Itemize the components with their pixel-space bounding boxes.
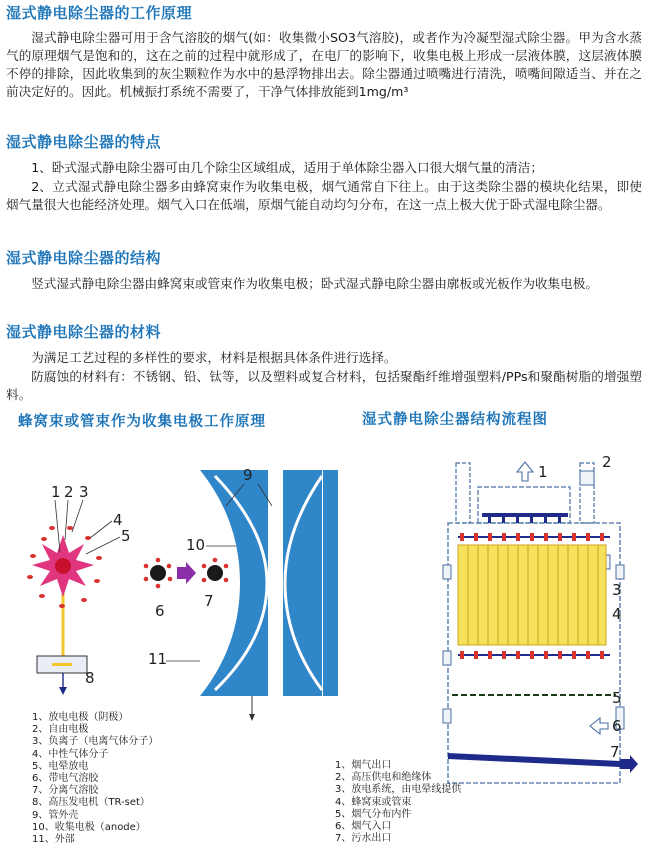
wesp-structure-diagram: [430, 445, 650, 785]
callout-r1: 1: [538, 463, 548, 481]
callout-5: 5: [121, 527, 131, 545]
features-item-1: 1、卧式湿式静电除尘器可由几个除尘区域组成，适用于单体除尘器入口很大烟气量的清洁；: [31, 160, 543, 175]
materials-paragraph-1: 为满足工艺过程的多样性的要求，材料是根据具体条件进行选择。: [31, 350, 397, 365]
structure-paragraph: 竖式湿式静电除尘器由蜂窝束或管束作为收集电极；卧式湿式静电除尘器由廓板或光板作为收集电极。: [31, 276, 598, 291]
legend-item: 2、自由电极: [32, 724, 89, 736]
legend-item: 10、收集电极（anode）: [32, 821, 146, 833]
callout-r4: 4: [612, 605, 622, 623]
legend-item: 11、外部: [32, 834, 75, 846]
legend-item: 7、污水出口: [335, 833, 392, 845]
callout-r3: 3: [612, 581, 622, 599]
figure-right-caption: 湿式静电除尘器结构流程图: [362, 412, 548, 428]
spray-nozzles: [488, 517, 561, 523]
legend-item: 2、高压供电和绝缘体: [335, 772, 432, 784]
right-legend: [335, 760, 461, 845]
legend-item: 1、烟气出口: [335, 760, 392, 771]
legend-item: 6、烟气入口: [335, 821, 392, 833]
separated-aerosol-icon: [202, 558, 229, 583]
figure-left-caption: 蜂窝束或管束作为收集电极工作原理: [18, 414, 266, 430]
legend-item: 3、放电系统，由电晕线提供: [335, 784, 462, 796]
sewage-outlet-arrow-icon: [620, 755, 638, 773]
gas-outlet-arrow-icon: [517, 462, 533, 481]
features-item-2: 2、立式湿式静电除尘器多由蜂窝束作为收集电极，烟气通常自下往上。由于这类除尘器的模块化结果，即使烟气量很大也能经济处理。烟气入口在低端，原烟气能自动均匀分布，在这一点上极大优于卧式湿电除尘器。: [6, 179, 642, 212]
callout-r5: 5: [612, 689, 622, 707]
legend-item: 8、高压发电机（TR-set）: [32, 797, 150, 809]
gas-inlet-arrow-icon: [590, 718, 608, 734]
legend-item: 4、中性气体分子: [32, 748, 109, 760]
legend-item: 1、放电电极（阴极）: [32, 712, 129, 723]
legend-item: 4、蜂窝束或管束: [335, 796, 412, 808]
charged-aerosol-icon: [144, 558, 173, 589]
callout-9: 9: [243, 466, 253, 484]
principle-paragraph: 湿式静电除尘器可用于含气溶胶的烟气(如：收集微小SO3气溶胶)，或者作为冷凝型湿式除尘器。甲为含水蒸气的原理烟气是饱和的，这在之前的过程中就形成了，在电厂的影响下，收集电极上形成一层液体膜，这层液体膜不停的排除，因此收集到的灰尘颗粒作为水中的悬浮物排出去。除尘器通过喷嘴进行清洗，喷嘴间隙适当、并在之前决定好的。因此。机械振打系统不需要了，干净气体排放能到1mg/m³: [6, 30, 642, 99]
corona-spark-icon: [32, 535, 94, 597]
callout-2: 2: [64, 483, 74, 501]
callout-3: 3: [79, 483, 89, 501]
callout-r6: 6: [612, 717, 622, 735]
section-title-materials: 湿式静电除尘器的材料: [6, 323, 162, 341]
callout-11: 11: [148, 650, 168, 668]
callout-r2: 2: [602, 453, 612, 471]
section-title-principle: 湿式静电除尘器的工作原理: [6, 4, 193, 22]
callout-1: 1: [51, 483, 61, 501]
callout-6: 6: [155, 602, 165, 620]
callout-r7: 7: [610, 743, 620, 761]
section-title-features: 湿式静电除尘器的特点: [6, 133, 162, 151]
left-legend: [32, 712, 158, 846]
honeycomb-bundle: [458, 545, 606, 645]
legend-item: 5、电晕放电: [32, 760, 89, 772]
legend-item: 9、管外壳: [32, 809, 79, 821]
callout-7: 7: [204, 592, 214, 610]
honeycomb-principle-diagram: [0, 440, 340, 740]
sewage-outlet-floor: [448, 753, 620, 767]
section-title-structure: 湿式静电除尘器的结构: [6, 249, 162, 267]
legend-item: 7、分离气溶胶: [32, 785, 99, 797]
callout-4: 4: [113, 511, 123, 529]
callout-10: 10: [186, 536, 206, 554]
materials-paragraph-2: 防腐蚀的材料有：不锈钢、铅、钛等，以及塑料或复合材料，包括聚酯纤维增强塑料/PPs和聚酯树脂的增强塑料。: [6, 369, 642, 402]
legend-item: 6、带电气溶胶: [32, 773, 99, 785]
legend-item: 5、烟气分布内件: [335, 808, 412, 820]
callout-8: 8: [85, 669, 95, 687]
legend-item: 3、负离子（电离气体分子）: [32, 736, 159, 748]
flow-arrow-icon: [177, 562, 196, 584]
